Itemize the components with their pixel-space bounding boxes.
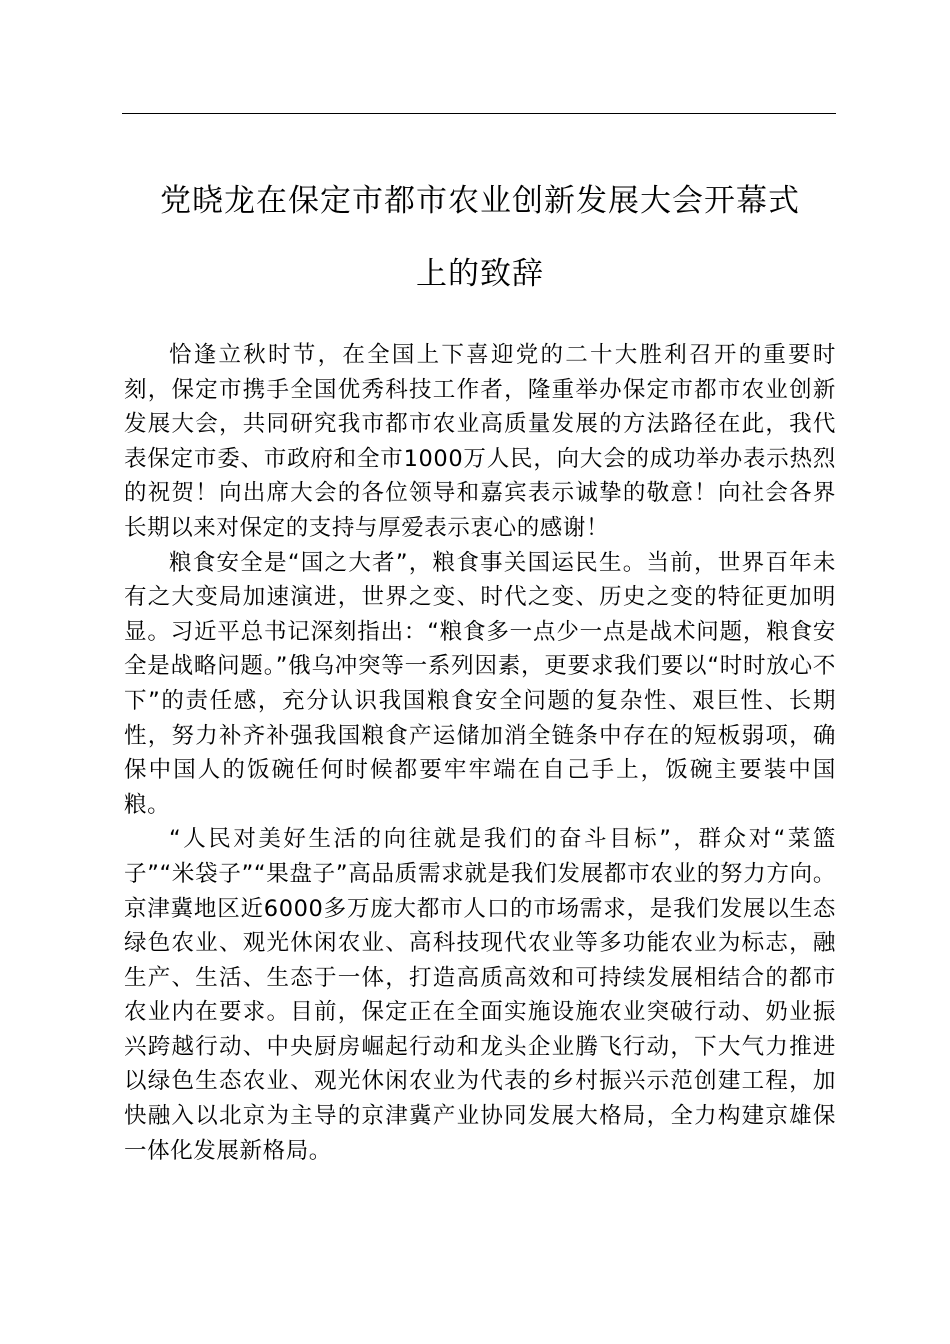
paragraph-1: 恰逢立秋时节，在全国上下喜迎党的二十大胜利召开的重要时刻，保定市携手全国优秀科技工作者，隆重举办保定市都市农业创新发展大会，共同研究我市都市农业高质量发展的方法路径在此，我代表保定市委、市政府和全市1000万人民，向大会的成功举办表示热烈的祝贺！向出席大会的各位领导和嘉宾表示诚挚的敬意！向社会各界长期以来对保定的支持与厚爱表示衷心的感谢！ — [124, 342, 836, 541]
document-title — [110, 165, 850, 311]
header-rule — [122, 113, 836, 114]
paragraph-2: 粮食安全是“国之大者”，粮食事关国运民生。当前，世界百年未有之大变局加速演进，世界之变、时代之变、历史之变的特征更加明显。习近平总书记深刻指出：“粮食多一点少一点是战术问题，粮食安全是战略问题。”俄乌冲突等一系列因素，更要求我们要以“时时放心不下”的责任感，充分认识我国粮食安全问题的复杂性、艰巨性、长期性，努力补齐补强我国粮食产运储加消全链条中存在的短板弱项，确保中国人的饭碗任何时候都要牢牢端在自己手上，饭碗主要装中国粮。 — [124, 549, 836, 818]
paragraph-3: “人民对美好生活的向往就是我们的奋斗目标”，群众对“菜篮子”“米袋子”“果盘子”高品质需求就是我们发展都市农业的努力方向。京津冀地区近6000多万庞大都市人口的市场需求，是我们发展以生态绿色农业、观光休闲农业、高科技现代农业等多功能农业为标志，融生产、生活、生态于一体，打造高质高效和可持续发展相结合的都市农业内在要求。目前，保定正在全面实施设施农业突破行动、奶业振兴跨越行动、中央厨房崛起行动和龙头企业腾飞行动，下大气力推进以绿色生态农业、观光休闲农业为代表的乡村振兴示范创建工程，加快融入以北京为主导的京津冀产业协同发展大格局，全力构建京雄保一体化发展新格局。 — [124, 826, 836, 1164]
title-line-1: 党晓龙在保定市都市农业创新发展大会开幕式 — [160, 183, 800, 219]
title-line-2: 上的致辞 — [416, 256, 544, 292]
document-body — [124, 338, 836, 1168]
